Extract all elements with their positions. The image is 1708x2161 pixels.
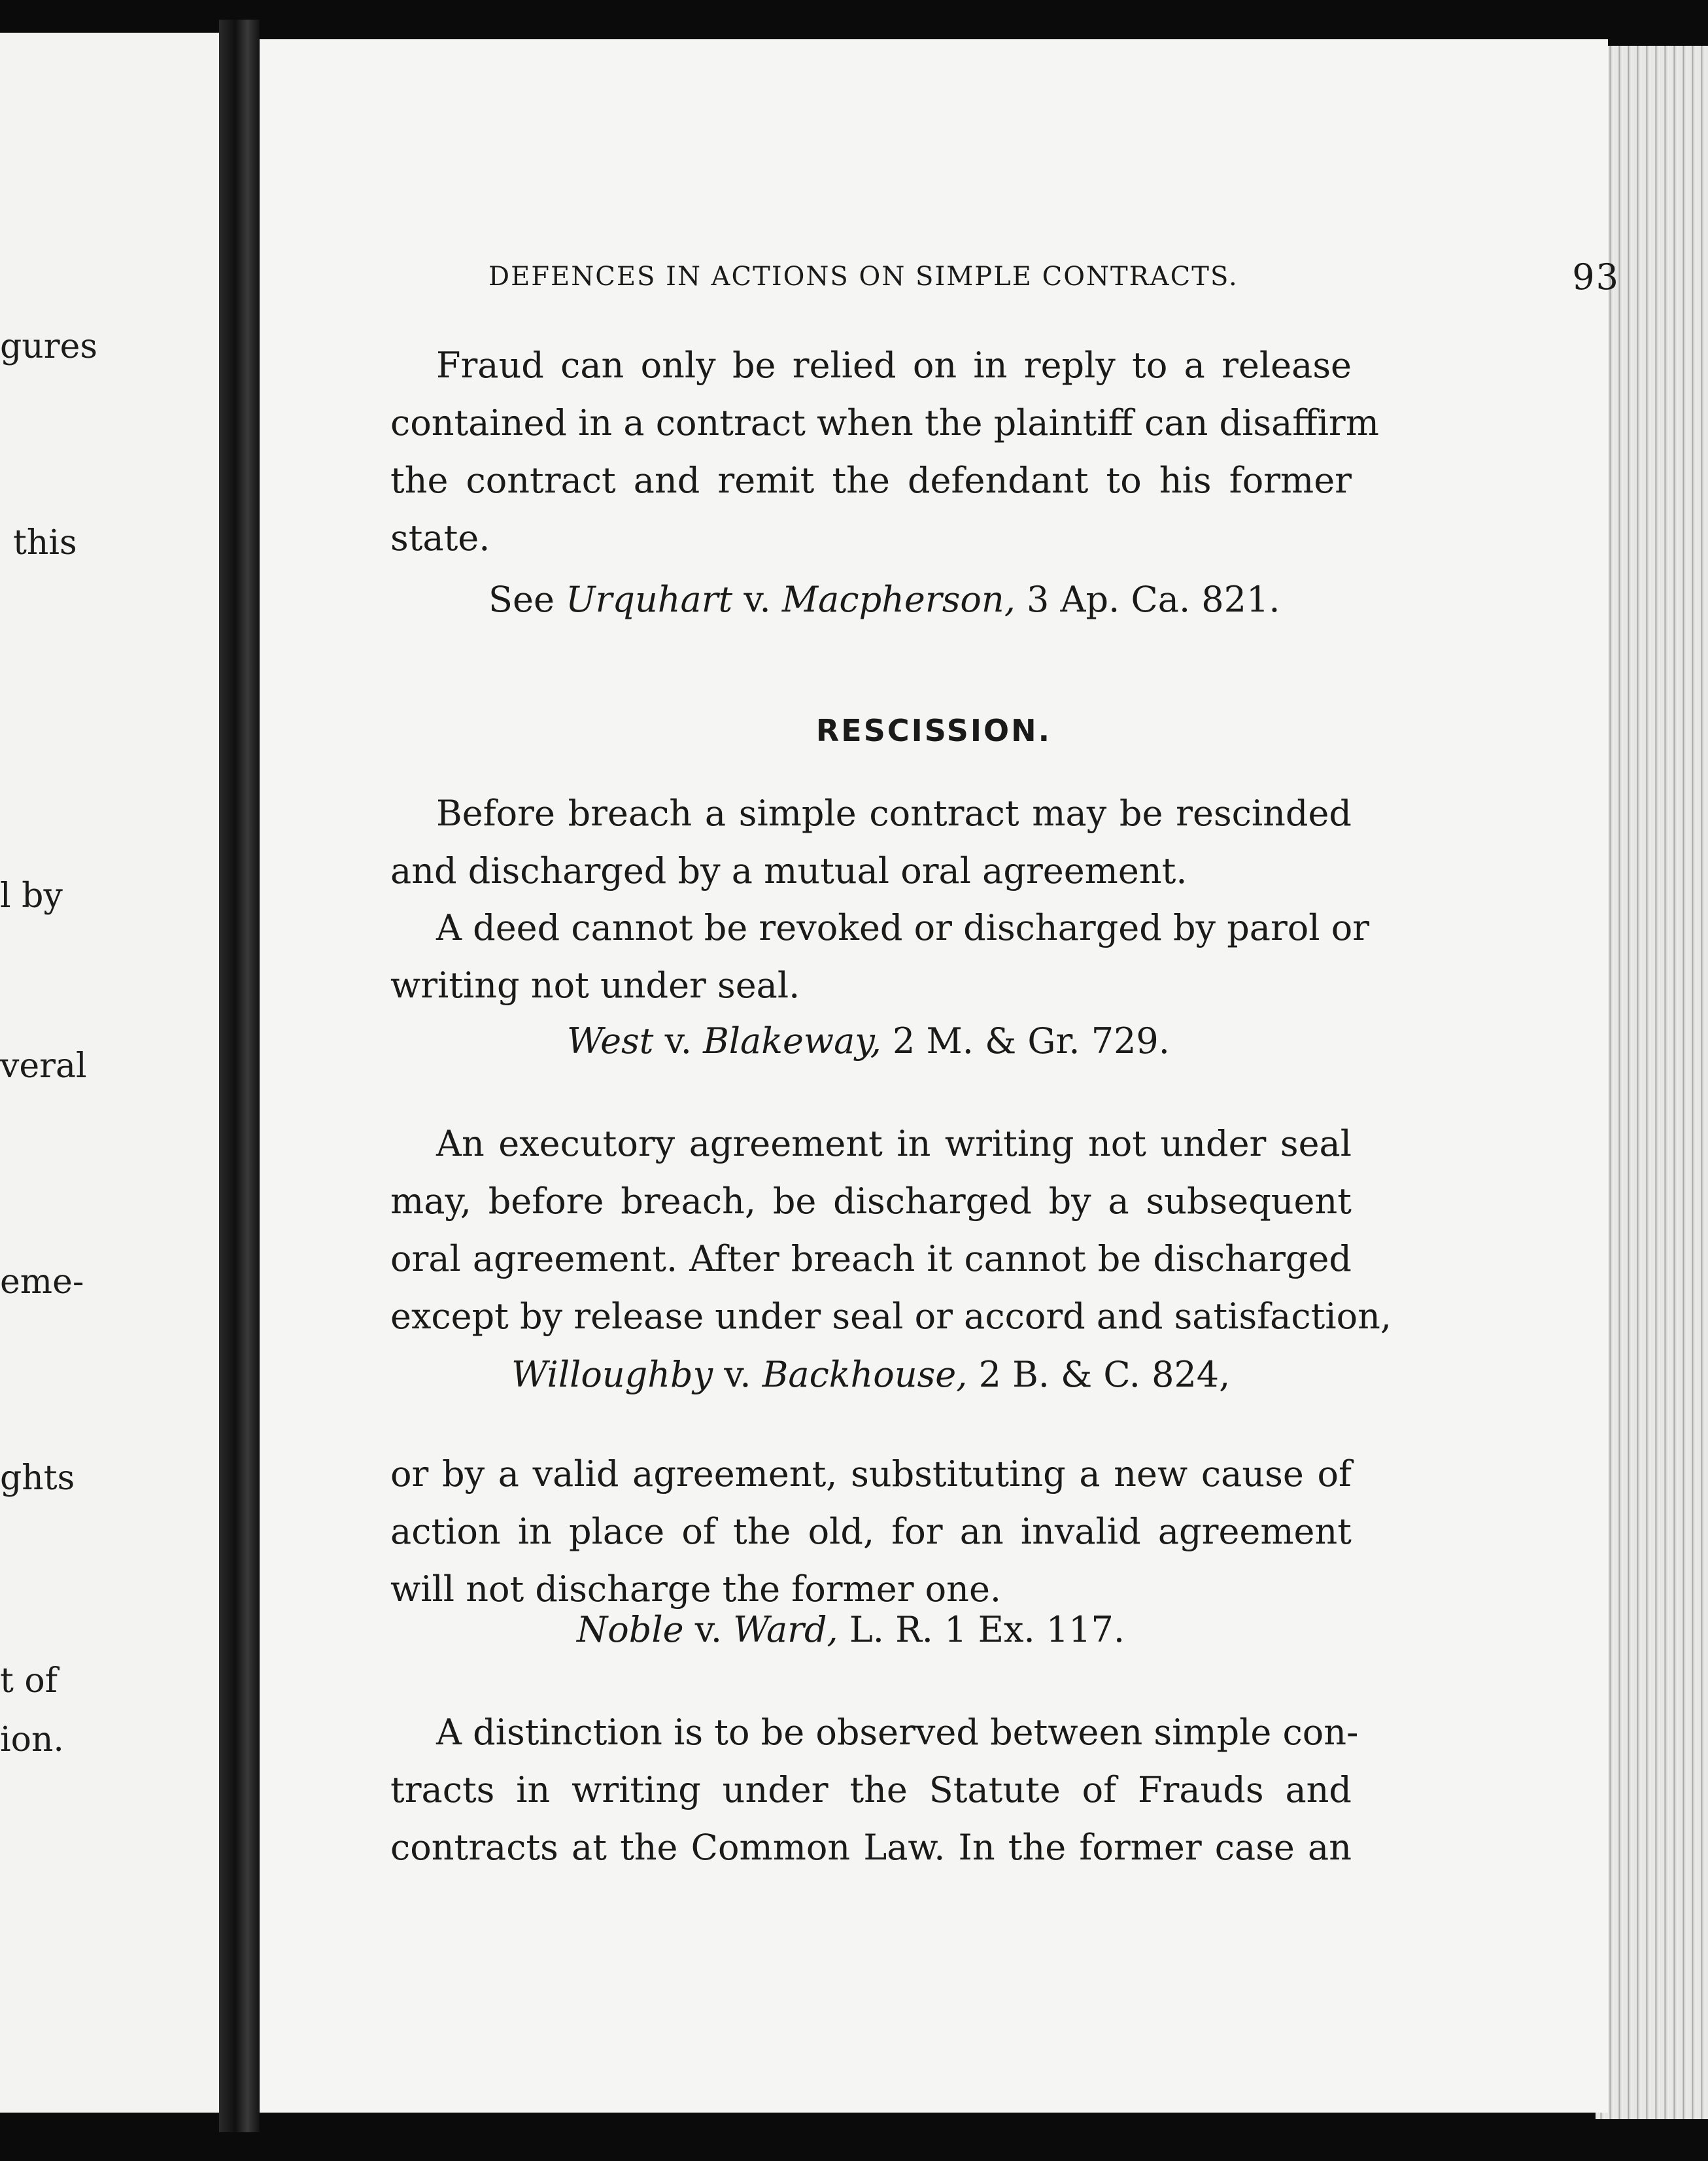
cite-party: West — [567, 1020, 654, 1062]
text-line: state. — [390, 517, 490, 559]
text-line: will not discharge the former one. — [390, 1568, 1002, 1610]
left-fragment: eme- — [0, 1262, 84, 1302]
paragraph-distinction — [390, 1704, 1359, 1876]
text-line: Before breach a simple contract may be rescinded — [436, 793, 1352, 834]
running-title: DEFENCES IN ACTIONS ON SIMPLE CONTRACTS. — [488, 262, 1238, 292]
cite-party: Macpherson, — [781, 579, 1016, 620]
cite-versus: v. — [683, 1609, 734, 1650]
left-fragment: veral — [0, 1046, 87, 1086]
left-page — [0, 33, 219, 2113]
left-fragment: ion. — [0, 1720, 64, 1759]
text-line: or by a valid agreement, substituting a new cause of — [390, 1453, 1352, 1495]
page-edges — [1596, 46, 1708, 2119]
text-line: the contract and remit the defendant to his former — [390, 460, 1352, 501]
cite-prefix: See — [488, 579, 566, 620]
page-number: 93 — [1572, 256, 1620, 298]
cite-reference: 2 B. & C. 824, — [967, 1354, 1231, 1395]
text-line: A distinction is to be observed between simple con- — [436, 1712, 1359, 1753]
cite-party: Urquhart — [566, 579, 733, 620]
paragraph-fraud — [390, 337, 1379, 567]
cite-party: Ward, — [733, 1609, 838, 1650]
text-line: Fraud can only be relied on in reply to a release — [436, 345, 1352, 386]
text-line: and discharged by a mutual oral agreement. — [390, 850, 1187, 891]
cite-party: Backhouse, — [762, 1354, 968, 1395]
cite-party: Willoughby — [511, 1354, 713, 1395]
text-line: An executory agreement in writing not under seal — [436, 1123, 1352, 1164]
text-line: except by release under seal or accord and satisfaction, — [390, 1296, 1392, 1337]
right-page — [260, 39, 1620, 2113]
text-line: contained in a contract when the plaintiff can disaffirm — [390, 402, 1379, 443]
paragraph-valid-agreement — [390, 1445, 1352, 1618]
citation-urquhart — [488, 579, 1280, 620]
cite-versus: v. — [732, 579, 782, 620]
left-fragment: gures — [0, 327, 98, 366]
section-heading: RESCISSION. — [815, 713, 1052, 748]
left-fragment: ghts — [0, 1459, 75, 1498]
text-line: may, before breach, be discharged by a subsequent — [390, 1181, 1352, 1222]
text-line: contracts at the Common Law. In the former case an — [390, 1827, 1352, 1868]
paragraph-deed — [390, 899, 1370, 1014]
text-line: tracts in writing under the Statute of Frauds and — [390, 1769, 1352, 1810]
text-line: A deed cannot be revoked or discharged by parol or — [436, 907, 1370, 948]
paragraph-executory — [390, 1115, 1392, 1345]
cite-versus: v. — [653, 1020, 704, 1062]
cite-versus: v. — [713, 1354, 762, 1395]
cite-reference: L. R. 1 Ex. 117. — [838, 1609, 1125, 1650]
citation-west — [567, 1020, 1170, 1062]
cite-reference: 2 M. & Gr. 729. — [881, 1020, 1170, 1062]
cite-party: Noble — [577, 1609, 684, 1650]
cite-reference: 3 Ap. Ca. 821. — [1015, 579, 1280, 620]
citation-noble — [577, 1609, 1125, 1650]
cite-party: Blakeway, — [703, 1020, 881, 1062]
text-line: action in place of the old, for an invalid agreement — [390, 1511, 1352, 1552]
book-gutter — [219, 20, 260, 2132]
paragraph-rescission — [390, 785, 1352, 900]
text-line: oral agreement. After breach it cannot be discharged — [390, 1238, 1352, 1279]
citation-willoughby — [511, 1354, 1230, 1395]
left-fragment: l by — [0, 876, 63, 916]
left-fragment: t of — [0, 1661, 58, 1701]
left-fragment: this — [13, 523, 77, 562]
text-line: writing not under seal. — [390, 965, 800, 1006]
